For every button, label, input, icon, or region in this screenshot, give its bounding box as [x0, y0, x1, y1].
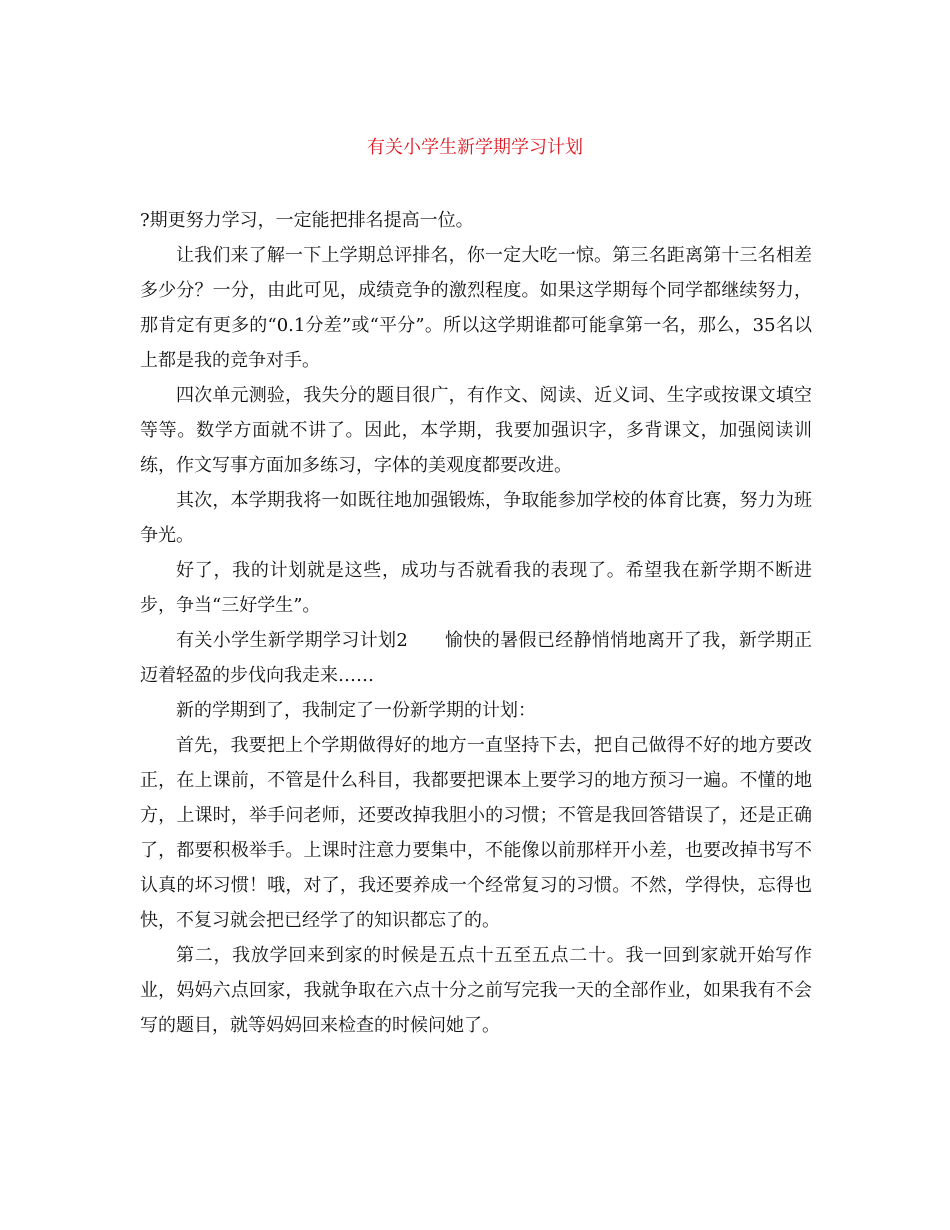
- paragraph: ?期更努力学习，一定能把排名提高一位。: [140, 210, 474, 231]
- paragraph: 第二，我放学回来到家的时候是五点十五至五点二十。我一回到家就开始写作业，妈妈六点回家，我就争取在六点十分之前写完我一天的全部作业，如果我有不会写的题目，就等妈妈回来检查的时候问她了。: [140, 945, 812, 1036]
- paragraph: 新的学期到了，我制定了一份新学期的计划：: [176, 700, 536, 721]
- paragraph: 好了，我的计划就是这些，成功与否就看我的表现了。希望我在新学期不断进步，争当“三好学生”。: [140, 560, 812, 616]
- paragraph: 四次单元测验，我失分的题目很广，有作文、阅读、近义词、生字或按课文填空等等。数学方面就不讲了。因此，本学期，我要加强识字，多背课文，加强阅读训练，作文写事方面加多练习，字体的美观度都要改进。: [140, 385, 812, 476]
- paragraph: 有关小学生新学期学习计划2 愉快的暑假已经静悄悄地离开了我，新学期正迈着轻盈的步伐向我走来……: [140, 630, 812, 686]
- document-title: 有关小学生新学期学习计划: [367, 137, 583, 158]
- document-body: [140, 203, 812, 1043]
- paragraph: 首先，我要把上个学期做得好的地方一直坚持下去，把自己做得不好的地方要改正，在上课前，不管是什么科目，我都要把课本上要学习的地方预习一遍。不懂的地方，上课时，举手问老师，还要改掉我胆小的习惯；不管是我回答错误了，还是正确了，都要积极举手。上课时注意力要集中，不能像以前那样开小差，也要改掉书写不认真的坏习惯！哦，对了，我还要养成一个经常复习的习惯。不然，学得快，忘得也快，不复习就会把已经学了的知识都忘了的。: [140, 735, 812, 931]
- paragraph: 其次，本学期我将一如既往地加强锻炼，争取能参加学校的体育比赛，努力为班争光。: [140, 490, 812, 546]
- paragraph: 让我们来了解一下上学期总评排名，你一定大吃一惊。第三名距离第十三名相差多少分？一分，由此可见，成绩竞争的激烈程度。如果这学期每个同学都继续努力，那肯定有更多的“0.1分差”或“平分”。所以这学期谁都可能拿第一名，那么，35名以上都是我的竞争对手。: [140, 245, 812, 371]
